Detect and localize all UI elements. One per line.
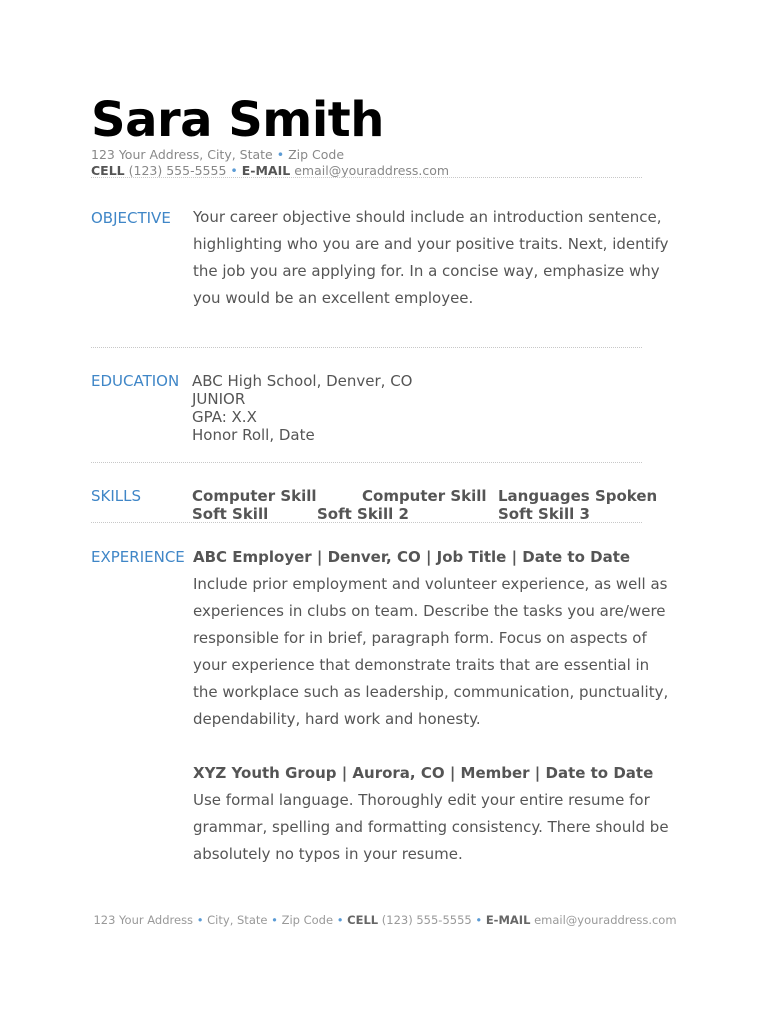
skill-item: Languages Spoken	[498, 487, 658, 505]
skill-item: Soft Skill 2	[317, 505, 409, 523]
bullet-separator: •	[271, 913, 278, 927]
job-title: XYZ Youth Group | Aurora, CO | Member | Date to Date	[193, 764, 654, 782]
footer-contact	[0, 913, 770, 927]
skill-item: Soft Skill 3	[498, 505, 590, 523]
job-description: Include prior employment and volunteer experience, as well as experiences in clubs on team. Describe the tasks you are/were responsible for in brief, paragraph form. Focus on aspects of your experience that demonstrate traits that are essential in the workplace such as leadership, communication, punctuality, dependability, hard work and honesty.	[193, 575, 669, 728]
contact-block	[91, 147, 449, 178]
zip-text: Zip Code	[288, 147, 345, 162]
address-text: 123 Your Address, City, State	[91, 147, 273, 162]
footer-email-label: E-MAIL	[485, 913, 531, 927]
phone-email-line	[91, 163, 449, 179]
footer-cell-label: CELL	[347, 913, 379, 927]
bullet-separator: •	[276, 147, 285, 162]
resume-name: Sara Smith	[91, 92, 384, 148]
bullet-separator: •	[336, 913, 344, 927]
education-label: EDUCATION	[91, 372, 180, 390]
footer-zip: Zip Code	[281, 913, 334, 927]
job-title: ABC Employer | Denver, CO | Job Title | Date to Date	[193, 548, 631, 566]
experience-label: EXPERIENCE	[91, 548, 185, 566]
divider	[91, 522, 642, 523]
education-gpa: GPA: X.X	[192, 408, 257, 426]
objective-text: Your career objective should include an introduction sentence, highlighting who you are and your positive traits. Next, identify the job you are applying for. In a concise way, emphasize why you would be an excellent employee.	[193, 208, 669, 307]
education-honors: Honor Roll, Date	[192, 426, 315, 444]
skill-item: Soft Skill	[192, 505, 269, 523]
bullet-separator: •	[196, 913, 204, 927]
education-school: ABC High School, Denver, CO	[192, 372, 413, 390]
footer-email-value: email@youraddress.com	[534, 913, 677, 927]
skill-item: Computer Skill	[362, 487, 487, 505]
footer-city-state: City, State	[207, 913, 268, 927]
skill-item: Computer Skill	[192, 487, 317, 505]
bullet-separator: •	[475, 913, 483, 927]
footer-address: 123 Your Address	[93, 913, 194, 927]
objective-label: OBJECTIVE	[91, 209, 171, 227]
divider	[91, 177, 642, 178]
job-description: Use formal language. Thoroughly edit your entire resume for grammar, spelling and formatting consistency. There should be absolutely no typos in your resume.	[193, 791, 669, 863]
bullet-separator: •	[230, 162, 238, 178]
address-line	[91, 147, 449, 163]
education-details	[192, 372, 412, 444]
divider	[91, 462, 642, 463]
email-label: E-MAIL	[241, 162, 291, 178]
cell-value: (123) 555-5555	[128, 162, 227, 178]
divider	[91, 347, 642, 348]
email-value: email@youraddress.com	[294, 162, 450, 178]
cell-label: CELL	[91, 162, 125, 178]
skills-label: SKILLS	[91, 487, 142, 505]
footer-cell-value: (123) 555-5555	[381, 913, 472, 927]
education-grade: JUNIOR	[192, 390, 246, 408]
